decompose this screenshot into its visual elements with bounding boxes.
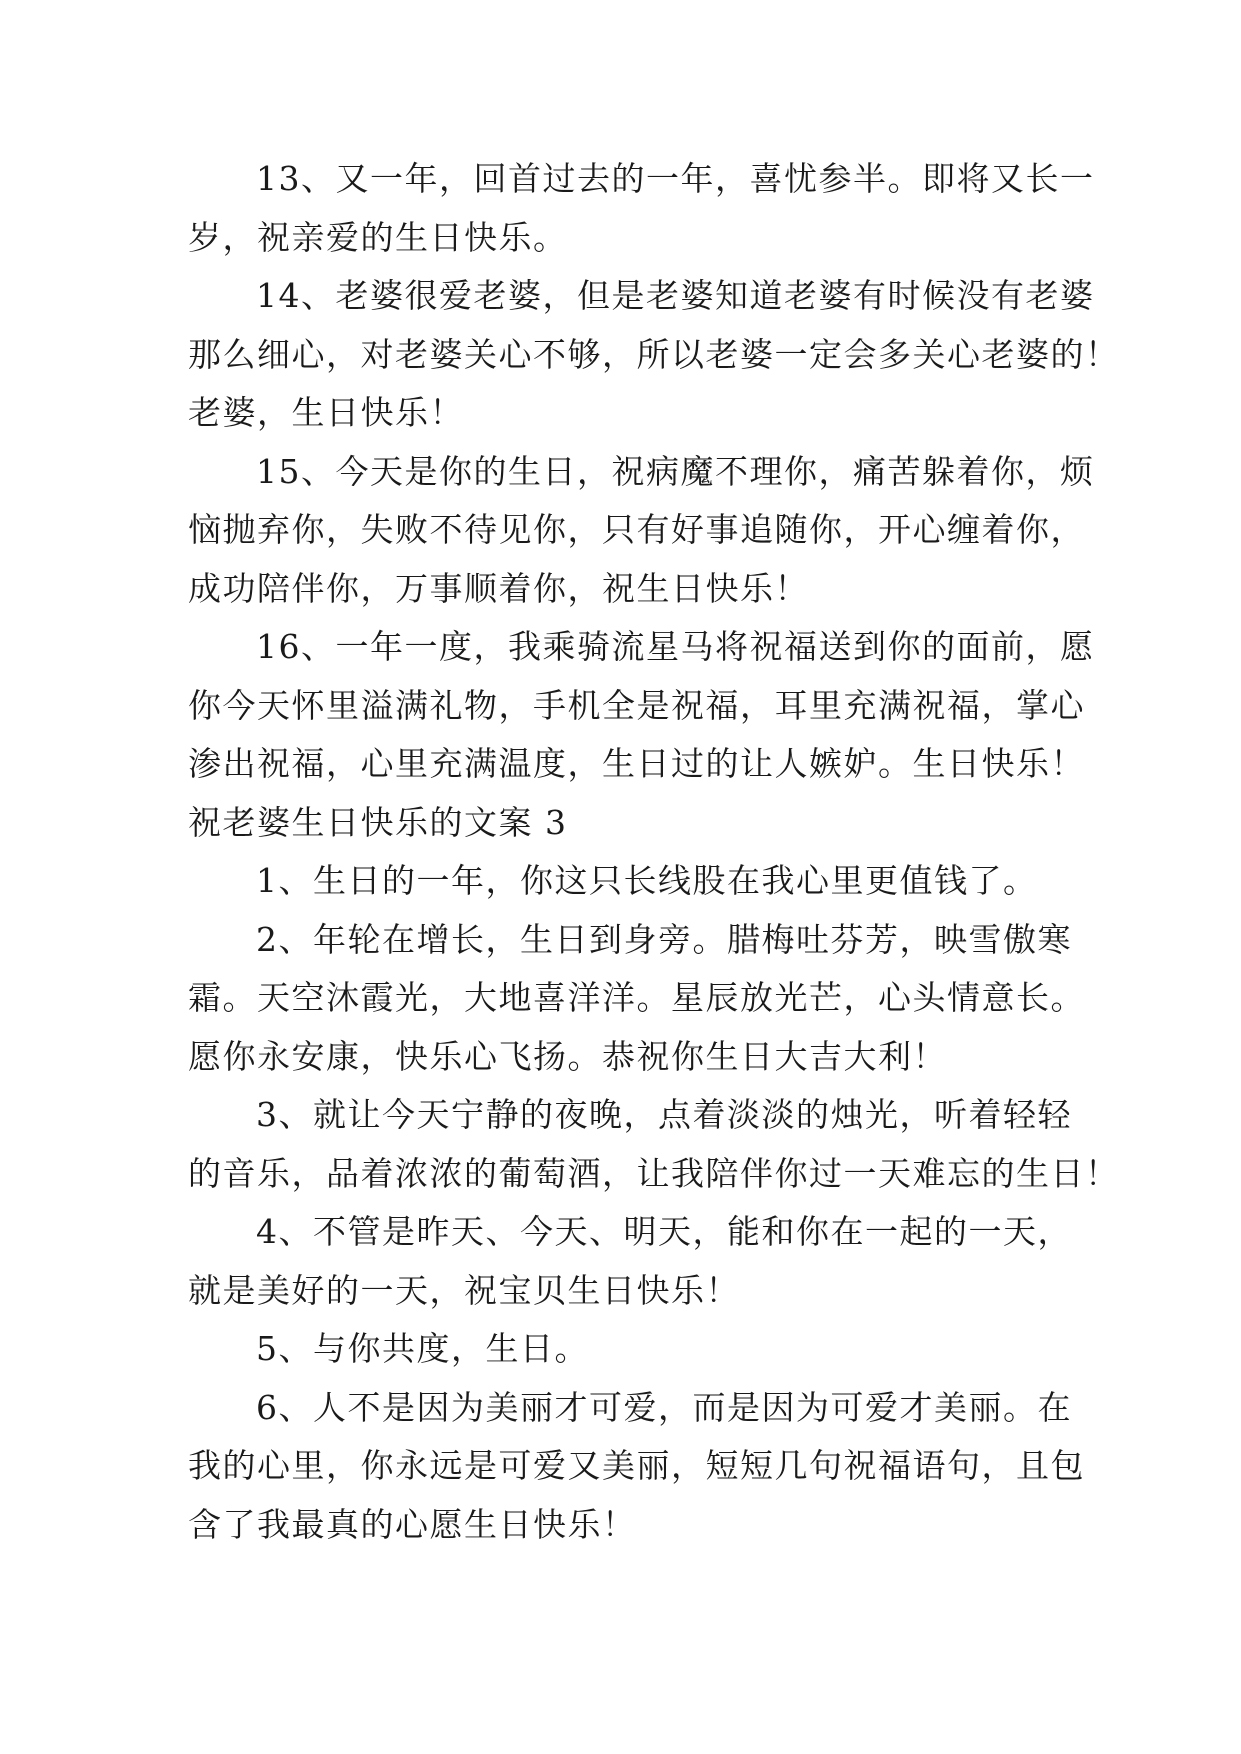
paragraph-15-line-3: 成功陪伴你，万事顺着你，祝生日快乐！ — [188, 568, 809, 608]
item-3-line-1: 3、就让今天宁静的夜晚，点着淡淡的烛光，听着轻轻 — [256, 1095, 1072, 1134]
document-body — [188, 150, 1120, 1554]
item-6-line-3: 含了我最真的心愿生日快乐！ — [188, 1504, 637, 1544]
paragraph-16-line-2: 你今天怀里溢满礼物，手机全是祝福，耳里充满祝福，掌心 — [188, 685, 1085, 725]
paragraph-13-line-2: 岁，祝亲爱的生日快乐。 — [188, 217, 568, 257]
paragraph-15-line-2: 恼抛弃你，失败不待见你，只有好事追随你，开心缠着你， — [188, 510, 1085, 549]
paragraph-16-line-1: 16、一年一度，我乘骑流星马将祝福送到你的面前，愿 — [256, 627, 1095, 666]
item-4-line-1: 4、不管是昨天、今天、明天，能和你在一起的一天， — [256, 1212, 1072, 1251]
item-2-line-1: 2、年轮在增长，生日到身旁。腊梅吐芬芳，映雪傲寒 — [256, 919, 1072, 959]
paragraph-14-line-1: 14、老婆很爱老婆，但是老婆知道老婆有时候没有老婆 — [256, 276, 1095, 315]
paragraph-16-line-3: 渗出祝福，心里充满温度，生日过的让人嫉妒。生日快乐！ — [188, 744, 1085, 783]
item-1-line-1: 1、生日的一年，你这只长线股在我心里更值钱了。 — [256, 861, 1038, 900]
paragraph-14-line-2: 那么细心，对老婆关心不够，所以老婆一定会多关心老婆的！ — [188, 334, 1120, 374]
paragraph-14-line-3: 老婆，生日快乐！ — [188, 393, 464, 432]
paragraph-15-line-1: 15、今天是你的生日，祝病魔不理你，痛苦躲着你，烦 — [256, 451, 1095, 491]
item-2-line-2: 霜。天空沐霞光，大地喜洋洋。星辰放光芒，心头情意长。 — [188, 978, 1085, 1017]
item-4-line-2: 就是美好的一天，祝宝贝生日快乐！ — [188, 1270, 740, 1310]
item-2-line-3: 愿你永安康，快乐心飞扬。恭祝你生日大吉大利！ — [188, 1036, 947, 1076]
paragraph-13-line-1: 13、又一年，回首过去的一年，喜忧参半。即将又长一 — [256, 159, 1095, 198]
section-heading: 祝老婆生日快乐的文案 3 — [188, 802, 568, 842]
item-5-line-1: 5、与你共度，生日。 — [256, 1329, 589, 1368]
item-6-line-2: 我的心里，你永远是可爱又美丽，短短几句祝福语句，且包 — [188, 1446, 1085, 1485]
item-6-line-1: 6、人不是因为美丽才可爱，而是因为可爱才美丽。在 — [256, 1387, 1072, 1427]
item-3-line-2: 的音乐，品着浓浓的葡萄酒，让我陪伴你过一天难忘的生日！ — [188, 1153, 1120, 1193]
